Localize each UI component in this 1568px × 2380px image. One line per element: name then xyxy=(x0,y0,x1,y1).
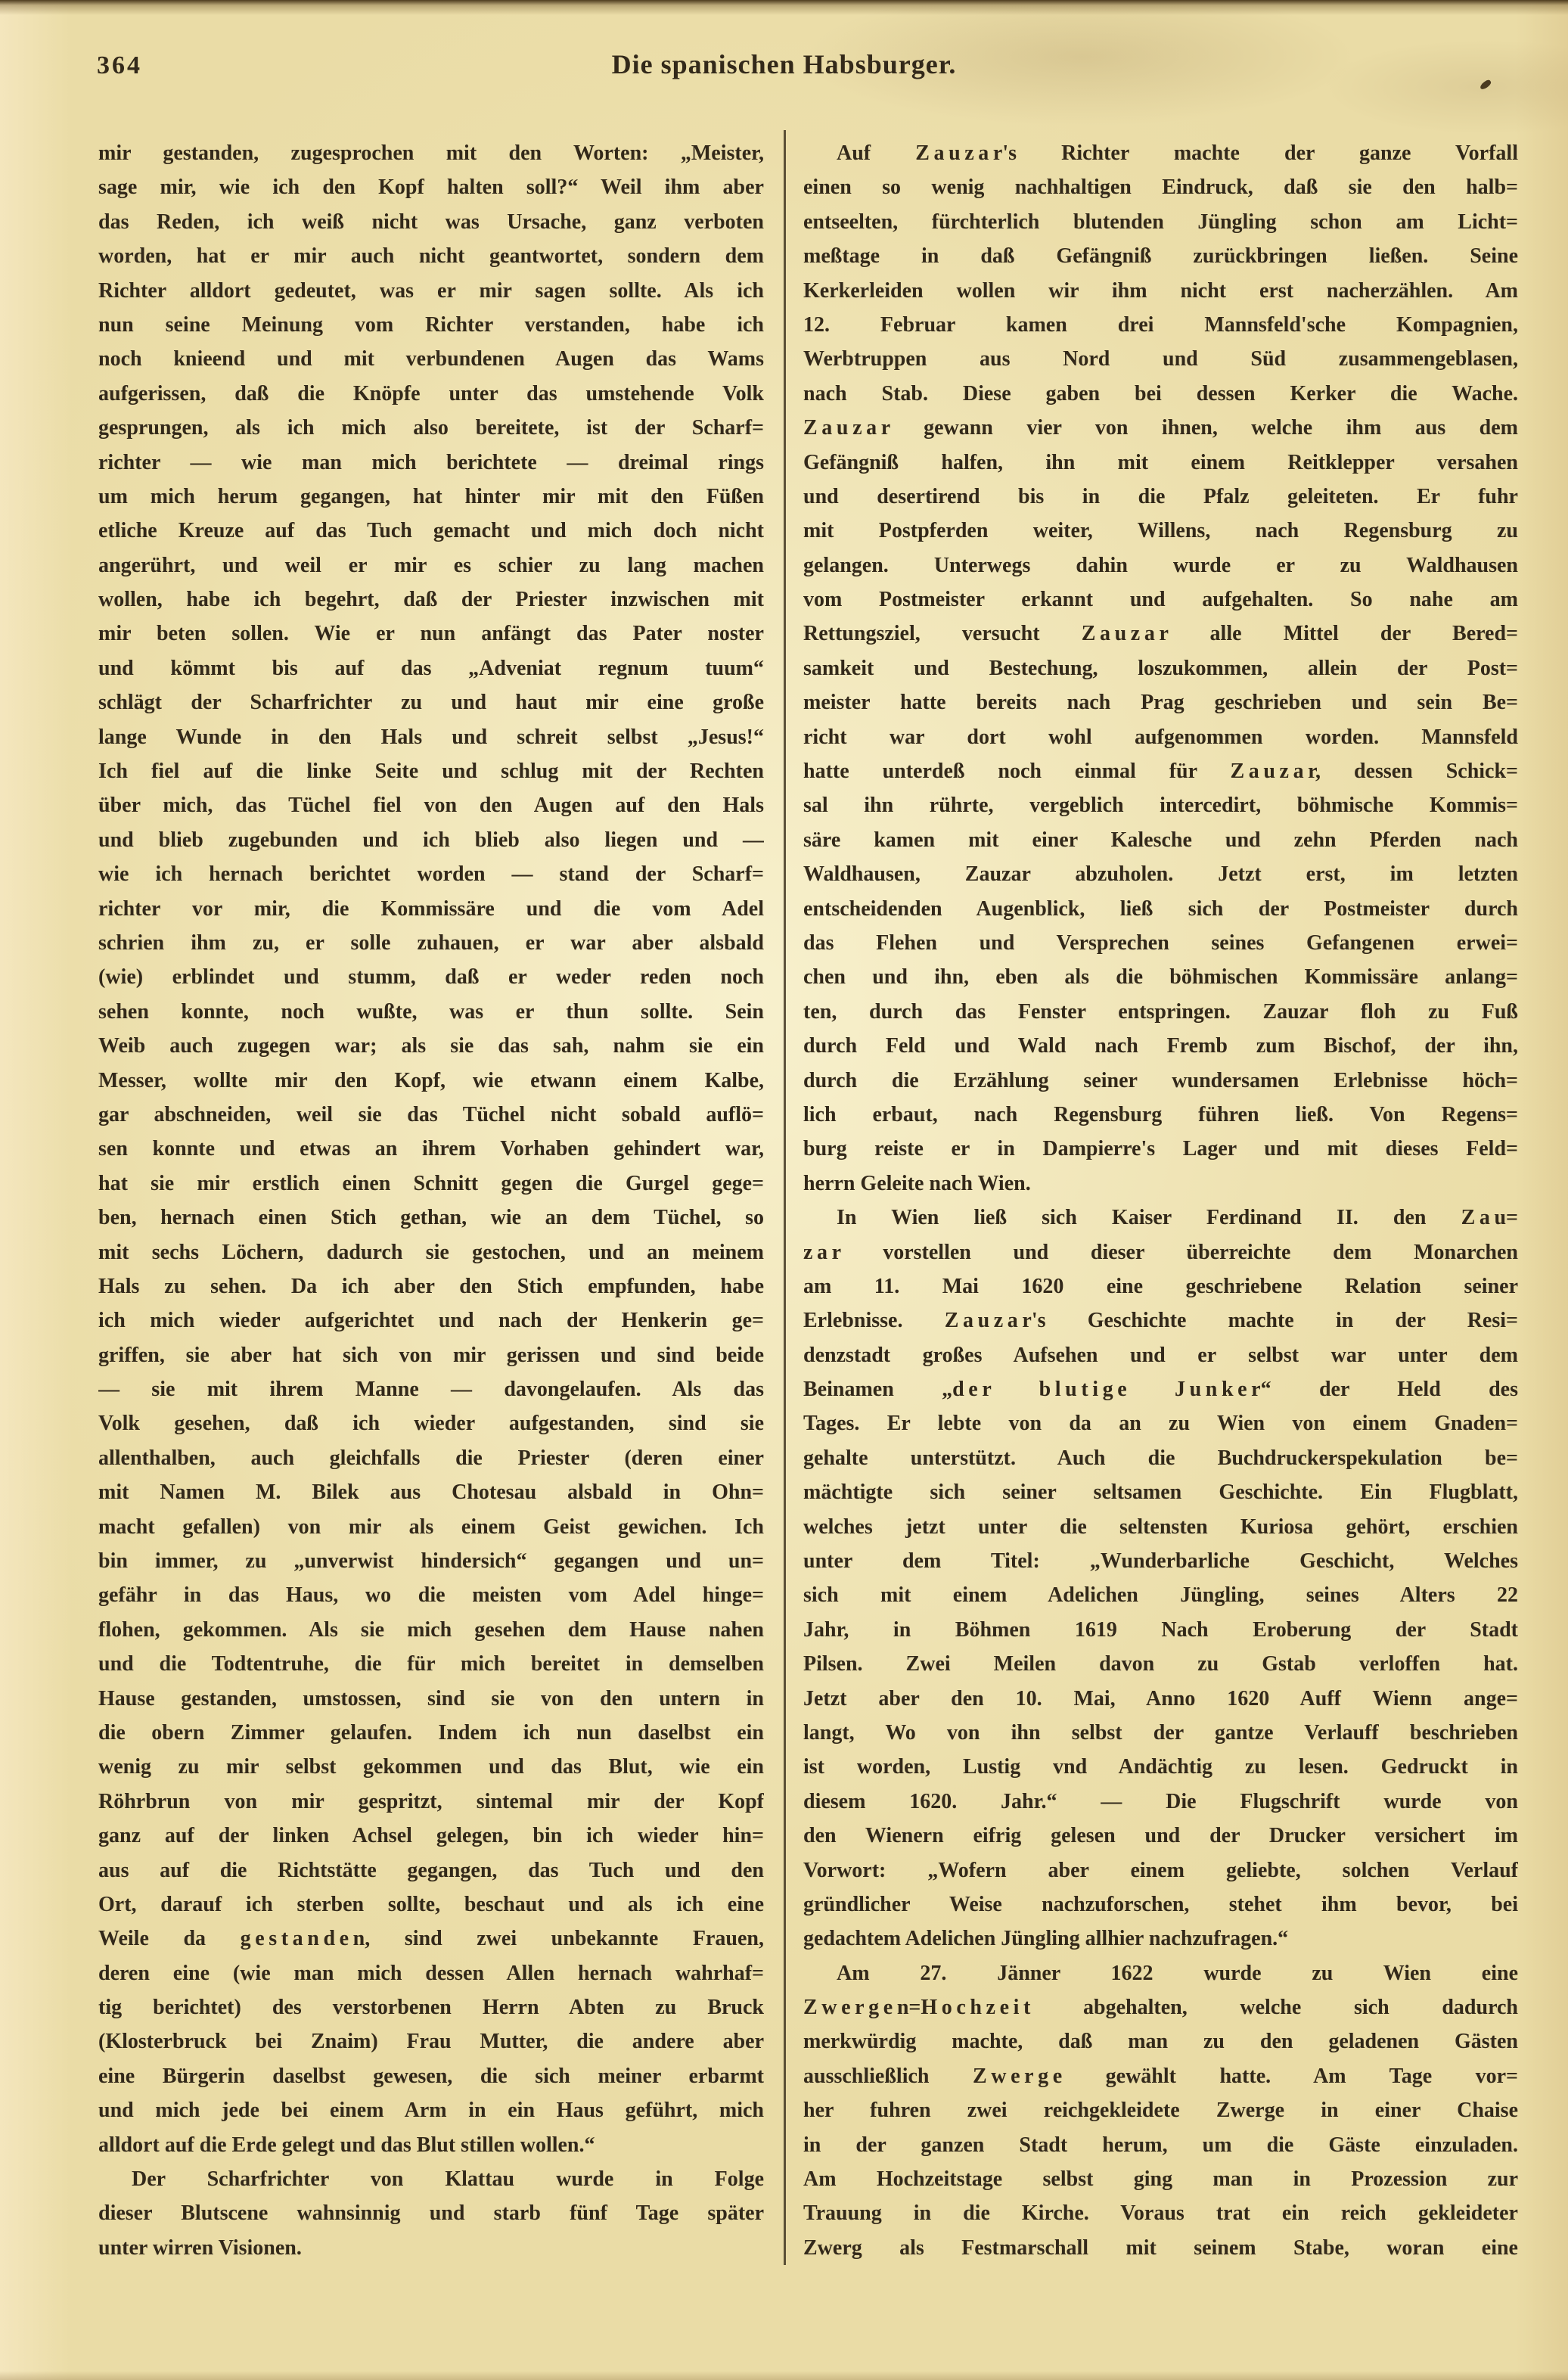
text-line: langt, Wo von ihn selbst der gantze Verlauff beschrieben xyxy=(803,1720,1518,1745)
text-line: bin immer, zu „unverwist hindersich“ gegangen und un= xyxy=(98,1549,764,1574)
text-line: denzstadt großes Aufsehen und er selbst war unter dem xyxy=(803,1343,1518,1367)
text-line: Zwerg als Festmarschall mit seinem Stabe, woran eine xyxy=(803,2236,1518,2260)
text-line: ist worden, Lustig vnd Andächtig zu lesen. Gedruckt in xyxy=(803,1755,1518,1779)
text-line: lich erbaut, nach Regensburg führen ließ. Von Regens= xyxy=(803,1102,1518,1126)
text-line: Trauung in die Kirche. Voraus trat ein reich gekleideter xyxy=(803,2201,1518,2226)
text-line: — sie mit ihrem Manne — davongelaufen. Als das xyxy=(98,1378,764,1402)
text-line: vom Postmeister erkannt und aufgehalten. So nahe am xyxy=(803,588,1518,612)
text-line: Ort, darauf ich sterben sollte, beschaut und als ich eine xyxy=(98,1892,764,1916)
text-line: gesprungen, als ich mich also bereitete, ist der Scharf= xyxy=(98,416,764,440)
text-line: unter wirren Visionen. xyxy=(98,2236,302,2260)
text-line: Weile da g e s t a n d e n, sind zwei unbekannte Frauen, xyxy=(98,1927,764,1951)
text-line: durch die Erzählung seiner wundersamen Erlebnisse höch= xyxy=(803,1068,1518,1092)
text-line: angerührt, und weil er mir es schier zu lang machen xyxy=(98,553,764,577)
text-line: gefähr in das Haus, wo die meisten vom Adel hinge= xyxy=(98,1583,764,1608)
text-line: und mich jede bei einem Arm in ein Haus geführt, mich xyxy=(98,2099,764,2123)
text-line: die obern Zimmer gelaufen. Indem ich nun daselbst ein xyxy=(98,1720,764,1745)
text-line: hat sie mir erstlich einen Schnitt gegen die Gurgel gege= xyxy=(98,1171,764,1195)
text-line: wie ich hernach berichtet worden — stand der Scharf= xyxy=(98,862,764,887)
text-line: durch Feld und Wald nach Fremb zum Bischof, der ihn, xyxy=(803,1034,1518,1058)
text-line: meister hatte bereits nach Prag geschrieben und sein Be= xyxy=(803,691,1518,715)
text-line: gedachtem Adelichen Jüngling allhier nachzufragen.“ xyxy=(803,1927,1289,1951)
text-line: einen so wenig nachhaltigen Eindruck, daß sie den halb= xyxy=(803,176,1518,200)
text-line: und desertirend bis in die Pfalz geleiteten. Er fuhr xyxy=(803,484,1518,508)
text-line: sich mit einem Adelichen Jüngling, seines Alters 22 xyxy=(803,1583,1518,1608)
text-line: burg reiste er in Dampierre's Lager und mit dieses Feld= xyxy=(803,1137,1518,1161)
text-line: am 11. Mai 1620 eine geschriebene Relation seiner xyxy=(803,1274,1518,1298)
text-line: eine Bürgerin daselbst gewesen, die sich meiner erbarmt xyxy=(98,2064,764,2088)
text-line: und kömmt bis auf das „Adveniat regnum tuum“ xyxy=(98,656,764,680)
text-line: diesem 1620. Jahr.“ — Die Flugschrift wurde von xyxy=(803,1789,1518,1813)
text-line: den Wienern eifrig gelesen und der Drucker versichert im xyxy=(803,1824,1518,1848)
text-line: worden, hat er mir auch nicht geantwortet, sondern dem xyxy=(98,244,764,269)
text-line: dieser Blutscene wahnsinnig und starb fünf Tage später xyxy=(98,2201,764,2226)
text-line: Richter alldort gedeutet, was er mir sagen sollte. Als ich xyxy=(98,278,764,303)
text-line: Z w e r g e n=H o c h z e i t abgehalten, welche sich dadurch xyxy=(803,1996,1518,2020)
text-line: Der Scharfrichter von Klattau wurde in Folge xyxy=(132,2167,764,2192)
text-line: Tages. Er lebte von da an zu Wien von einem Gnaden= xyxy=(803,1412,1518,1436)
text-line: sen konnte und etwas an ihrem Vorhaben gehindert war, xyxy=(98,1137,764,1161)
text-line: meßtage in daß Gefängniß zurückbringen ließen. Seine xyxy=(803,244,1518,269)
text-line: entseelten, fürchterlich blutenden Jüngling schon am Licht= xyxy=(803,210,1518,234)
text-line: allenthalben, auch gleichfalls die Priester (deren einer xyxy=(98,1446,764,1470)
text-line: Z a u z a r gewann vier von ihnen, welche ihm aus dem xyxy=(803,416,1518,440)
text-line: gar abschneiden, weil sie das Tüchel nicht sobald auflö= xyxy=(98,1102,764,1126)
text-line: ganz auf der linken Achsel gelegen, bin ich wieder hin= xyxy=(98,1824,764,1848)
text-line: sal ihn rührte, vergeblich intercedirt, böhmische Kommis= xyxy=(803,794,1518,818)
text-line: und die Todtentruhe, die für mich bereitet in demselben xyxy=(98,1652,764,1676)
text-line: Messer, wollte mir den Kopf, wie etwann einem Kalbe, xyxy=(98,1068,764,1092)
text-line: nun seine Meinung vom Richter verstanden, habe ich xyxy=(98,312,764,337)
text-line: mit Namen M. Bilek aus Chotesau alsbald in Ohn= xyxy=(98,1481,764,1505)
text-line: griffen, sie aber hat sich von mir gerissen und sind beide xyxy=(98,1343,764,1367)
text-line: Gefängniß halfen, ihn mit einem Reitklepper versahen xyxy=(803,450,1518,474)
text-line: Jahr, in Böhmen 1619 Nach Eroberung der Stadt xyxy=(803,1617,1518,1642)
text-line: Auf Z a u z a r's Richter machte der ganze Vorfall xyxy=(837,141,1518,165)
text-line: das Flehen und Versprechen seines Gefangenen erwei= xyxy=(803,931,1518,955)
text-line: Röhrbrun von mir gespritzt, sintemal mir der Kopf xyxy=(98,1789,764,1813)
text-line: mir beten sollen. Wie er nun anfängt das Pater noster xyxy=(98,622,764,646)
text-line: Waldhausen, Zauzar abzuholen. Jetzt erst, im letzten xyxy=(803,862,1518,887)
text-line: (Klosterbruck bei Znaim) Frau Mutter, die andere aber xyxy=(98,2030,764,2054)
text-line: und blieb zugebunden und ich blieb also liegen und — xyxy=(98,828,764,852)
text-line: mit Postpferden weiter, Willens, nach Regensburg zu xyxy=(803,519,1518,543)
text-line: tig berichtet) des verstorbenen Herrn Abten zu Bruck xyxy=(98,1996,764,2020)
text-line: Ich fiel auf die linke Seite und schlug mit der Rechten xyxy=(98,760,764,784)
text-line: z a r vorstellen und dieser überreichte dem Monarchen xyxy=(803,1240,1518,1264)
text-line: noch knieend und mit verbundenen Augen das Wams xyxy=(98,347,764,371)
text-column-right xyxy=(803,136,1518,2265)
text-line: richt war dort wohl aufgenommen worden. Mannsfeld xyxy=(803,725,1518,749)
text-line: chen und ihn, eben als die böhmischen Kommissäre anlang= xyxy=(803,965,1518,990)
text-line: alldort auf die Erde gelegt und das Blut stillen wollen.“ xyxy=(98,2133,595,2157)
text-line: unter dem Titel: „Wunderbarliche Geschicht, Welches xyxy=(803,1549,1518,1574)
text-line: richter — wie man mich berichtete — dreimal rings xyxy=(98,450,764,474)
text-line: samkeit und Bestechung, loszukommen, allein der Post= xyxy=(803,656,1518,680)
text-line: entscheidenden Augenblick, ließ sich der Postmeister durch xyxy=(803,896,1518,921)
text-line: gehalte unterstützt. Auch die Buchdruckerspekulation be= xyxy=(803,1446,1518,1470)
text-line: hatte unterdeß noch einmal für Z a u z a r, dessen Schick= xyxy=(803,760,1518,784)
text-line: mir gestanden, zugesprochen mit den Worten: „Meister, xyxy=(98,141,764,165)
text-line: welches jetzt unter die seltensten Kuriosa gehört, erschien xyxy=(803,1515,1518,1539)
text-line: mit sechs Löchern, dadurch sie gestochen, und an meinem xyxy=(98,1240,764,1264)
text-line: macht gefallen) von mir als einem Geist gewichen. Ich xyxy=(98,1515,764,1539)
text-line: um mich herum gegangen, hat hinter mir mit den Füßen xyxy=(98,484,764,508)
text-line: ich mich wieder aufgerichtet und nach der Henkerin ge= xyxy=(98,1309,764,1333)
text-line: In Wien ließ sich Kaiser Ferdinand II. den Z a u= xyxy=(837,1206,1518,1230)
text-line: 12. Februar kamen drei Mannsfeld'sche Kompagnien, xyxy=(803,312,1518,337)
text-line: Beinamen „d e r b l u t i g e J u n k e r“ der Held des xyxy=(803,1378,1518,1402)
text-line: ten, durch das Fenster entspringen. Zauzar floh zu Fuß xyxy=(803,999,1518,1024)
text-line: schlägt der Scharfrichter zu und haut mir eine große xyxy=(98,691,764,715)
text-line: Erlebnisse. Z a u z a r's Geschichte machte in der Resi= xyxy=(803,1309,1518,1333)
text-line: schrien ihm zu, er solle zuhauen, er war aber alsbald xyxy=(98,931,764,955)
text-line: Werbtruppen aus Nord und Süd zusammengeblasen, xyxy=(803,347,1518,371)
text-line: mächtigte sich seiner seltsamen Geschichte. Ein Flugblatt, xyxy=(803,1481,1518,1505)
text-line: gelangen. Unterwegs dahin wurde er zu Waldhausen xyxy=(803,553,1518,577)
text-line: wenig zu mir selbst gekommen und das Blut, wie ein xyxy=(98,1755,764,1779)
text-line: über mich, das Tüchel fiel von den Augen auf den Hals xyxy=(98,794,764,818)
text-line: lange Wunde in den Hals und schreit selbst „Jesus!“ xyxy=(98,725,764,749)
text-line: herrn Geleite nach Wien. xyxy=(803,1171,1031,1195)
text-line: Vorwort: „Wofern aber einem geliebte, solchen Verlauf xyxy=(803,1858,1518,1882)
column-rule xyxy=(784,130,786,2265)
text-line: wollen, habe ich begehrt, daß der Priester inzwischen mit xyxy=(98,588,764,612)
text-line: (wie) erblindet und stumm, daß er weder reden noch xyxy=(98,965,764,990)
text-line: Volk gesehen, daß ich wieder aufgestanden, sind sie xyxy=(98,1412,764,1436)
text-line: sehen konnte, noch wußte, was er thun sollte. Sein xyxy=(98,999,764,1024)
text-line: in der ganzen Stadt herum, um die Gäste einzuladen. xyxy=(803,2133,1518,2157)
text-line: flohen, gekommen. Als sie mich gesehen dem Hause nahen xyxy=(98,1617,764,1642)
running-title: Die spanischen Habsburger. xyxy=(611,49,957,79)
text-line: das Reden, ich weiß nicht was Ursache, ganz verboten xyxy=(98,210,764,234)
text-line: richter vor mir, die Kommissäre und die vom Adel xyxy=(98,896,764,921)
text-line: ausschließlich Z w e r g e gewählt hatte. Am Tage vor= xyxy=(803,2064,1518,2088)
text-line: nach Stab. Diese gaben bei dessen Kerker die Wache. xyxy=(803,381,1518,405)
text-line: her fuhren zwei reichgekleidete Zwerge in einer Chaise xyxy=(803,2099,1518,2123)
text-line: Jetzt aber den 10. Mai, Anno 1620 Auff Wienn ange= xyxy=(803,1686,1518,1710)
text-line: aufgerissen, daß die Knöpfe unter das umstehende Volk xyxy=(98,381,764,405)
text-line: säre kamen mit einer Kalesche und zehn Pferden nach xyxy=(803,828,1518,852)
text-line: Pilsen. Zwei Meilen davon zu Gstab verloffen hat. xyxy=(803,1652,1518,1676)
text-line: Hals zu sehen. Da ich aber den Stich empfunden, habe xyxy=(98,1274,764,1298)
text-line: gründlicher Weise nachzuforschen, stehet ihm bevor, bei xyxy=(803,1892,1518,1916)
page-number: 364 xyxy=(97,51,142,79)
text-line: Rettungsziel, versucht Z a u z a r alle Mittel der Bered= xyxy=(803,622,1518,646)
text-column-left xyxy=(98,136,764,2265)
text-line: etliche Kreuze auf das Tuch gemacht und mich doch nicht xyxy=(98,519,764,543)
text-line: Weib auch zugegen war; als sie das sah, nahm sie ein xyxy=(98,1034,764,1058)
text-line: deren eine (wie man mich dessen Allen hernach wahrhaf= xyxy=(98,1961,764,1985)
text-line: Am 27. Jänner 1622 wurde zu Wien eine xyxy=(837,1961,1518,1985)
text-line: Kerkerleiden wollen wir ihm nicht erst nacherzählen. Am xyxy=(803,278,1518,303)
text-line: aus auf die Richtstätte gegangen, das Tuch und den xyxy=(98,1858,764,1882)
text-line: Am Hochzeitstage selbst ging man in Prozession zur xyxy=(803,2167,1518,2192)
text-line: merkwürdig machte, daß man zu den geladenen Gästen xyxy=(803,2030,1518,2054)
text-line: Hause gestanden, umstossen, sind sie von den untern in xyxy=(98,1686,764,1710)
text-line: ben, hernach einen Stich gethan, wie an dem Tüchel, so xyxy=(98,1206,764,1230)
ink-speck xyxy=(1479,79,1492,91)
text-line: sage mir, wie ich den Kopf halten soll?“ Weil ihm aber xyxy=(98,176,764,200)
